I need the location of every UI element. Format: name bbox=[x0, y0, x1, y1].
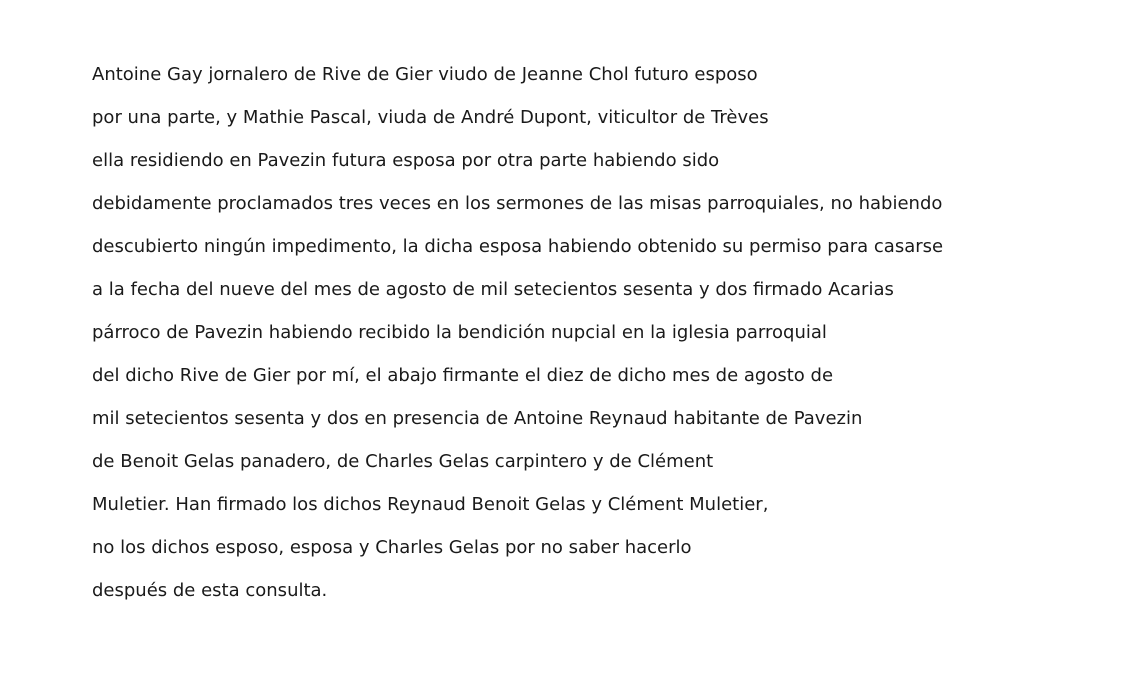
text-line-12: no los dichos esposo, esposa y Charles Gelas por no saber hacerlo bbox=[92, 537, 692, 558]
text-line-7: párroco de Pavezin habiendo recibido la bendición nupcial en la iglesia parroquial bbox=[92, 322, 827, 343]
text-line-11: Muletier. Han firmado los dichos Reynaud Benoit Gelas y Clément Muletier, bbox=[92, 494, 769, 515]
text-line-1: Antoine Gay jornalero de Rive de Gier viudo de Jeanne Chol futuro esposo bbox=[92, 64, 758, 85]
document-body bbox=[92, 63, 1092, 622]
text-line-10: de Benoit Gelas panadero, de Charles Gelas carpintero y de Clément bbox=[92, 451, 714, 472]
text-line-8: del dicho Rive de Gier por mí, el abajo firmante el diez de dicho mes de agosto de bbox=[92, 365, 834, 386]
text-line-13: después de esta consulta. bbox=[92, 580, 328, 601]
text-line-9: mil setecientos sesenta y dos en presencia de Antoine Reynaud habitante de Pavezin bbox=[92, 408, 863, 429]
text-line-4: debidamente proclamados tres veces en los sermones de las misas parroquiales, no habiendo bbox=[92, 193, 943, 214]
text-line-6: a la fecha del nueve del mes de agosto de mil setecientos sesenta y dos firmado Acarias bbox=[92, 279, 894, 300]
text-line-5: descubierto ningún impedimento, la dicha esposa habiendo obtenido su permiso para casarse bbox=[92, 236, 944, 257]
text-line-3: ella residiendo en Pavezin futura esposa por otra parte habiendo sido bbox=[92, 150, 720, 171]
text-line-2: por una parte, y Mathie Pascal, viuda de André Dupont, viticultor de Trèves bbox=[92, 107, 769, 128]
